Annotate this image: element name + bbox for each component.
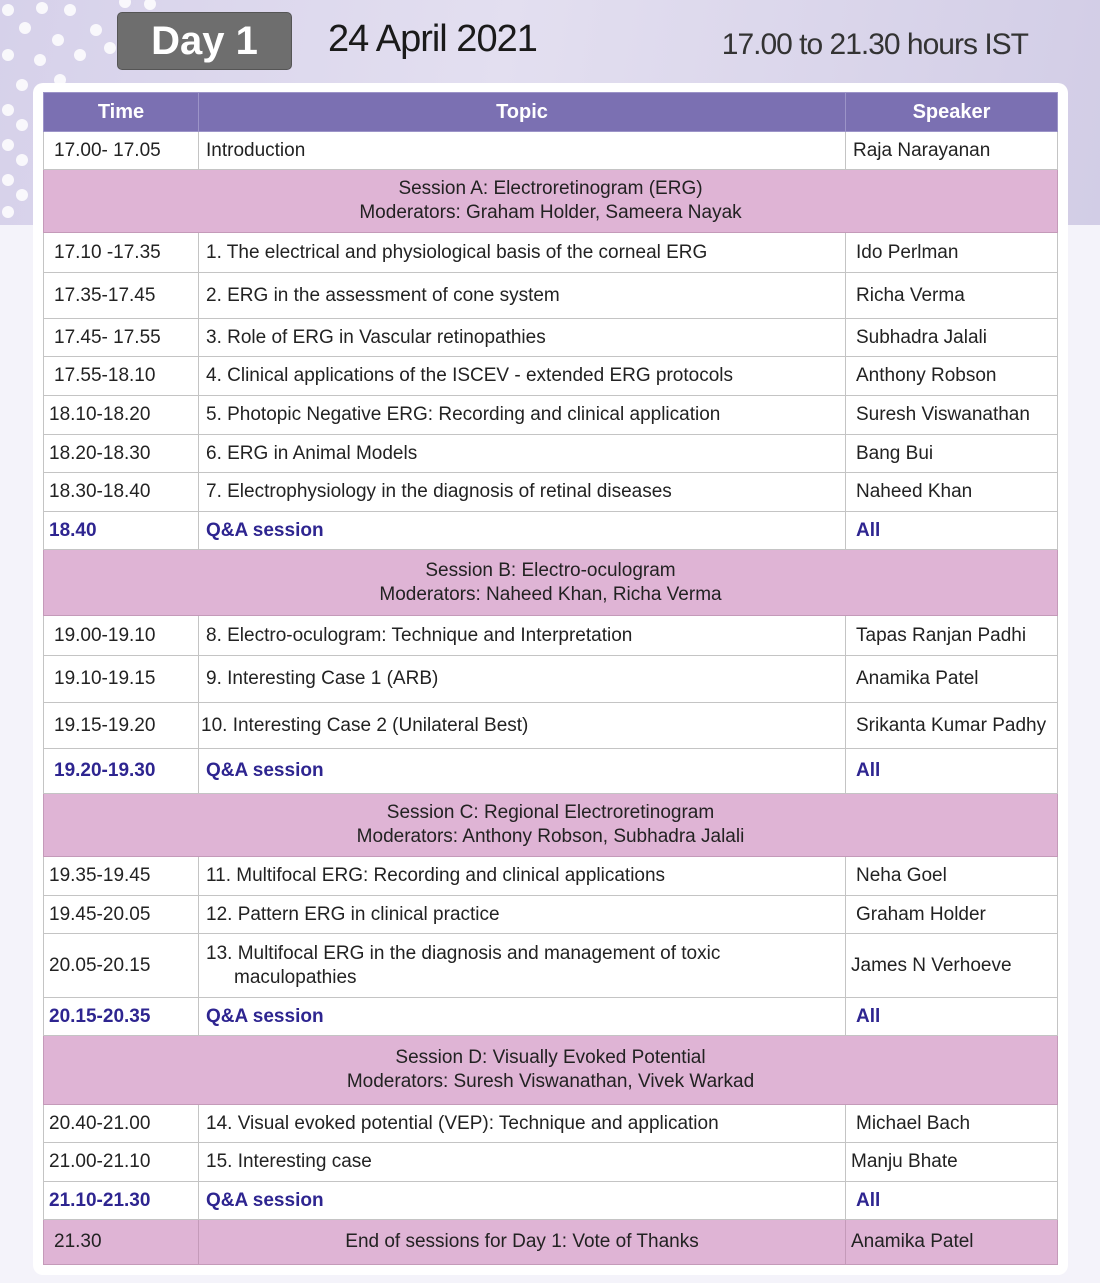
- speaker-cell: James N Verhoeve: [846, 934, 1058, 998]
- topic-cell: 10. Interesting Case 2 (Unilateral Best): [199, 703, 846, 749]
- topic-cell: 6. ERG in Animal Models: [199, 435, 846, 473]
- table-row: [44, 357, 1058, 396]
- time-cell: 19.00-19.10: [44, 616, 199, 656]
- event-date: 24 April 2021: [328, 18, 537, 60]
- speaker-cell: All: [846, 1182, 1058, 1220]
- session-b-header: [44, 550, 1058, 616]
- table-row: [44, 616, 1058, 656]
- time-cell: 18.10-18.20: [44, 396, 199, 435]
- speaker-cell: Graham Holder: [846, 896, 1058, 934]
- time-cell: 21.30: [44, 1220, 199, 1265]
- session-moderators: Moderators: Naheed Khan, Richa Verma: [379, 583, 722, 605]
- topic-cell: Q&A session: [199, 998, 846, 1036]
- session-title: Session B: Electro-oculogram: [425, 559, 676, 581]
- table-row: [44, 934, 1058, 998]
- topic-cell: 8. Electro-oculogram: Technique and Interpretation: [199, 616, 846, 656]
- topic-cell: Q&A session: [199, 1182, 846, 1220]
- schedule-table: [43, 92, 1058, 1265]
- event-hours: 17.00 to 21.30 hours IST: [721, 28, 1028, 61]
- topic-cell: 4. Clinical applications of the ISCEV - extended ERG protocols: [199, 357, 846, 396]
- table-row: [44, 473, 1058, 512]
- column-header-topic: Topic: [199, 93, 846, 132]
- topic-cell: 7. Electrophysiology in the diagnosis of retinal diseases: [199, 473, 846, 512]
- table-row: [44, 857, 1058, 896]
- table-row: [44, 396, 1058, 435]
- speaker-cell: Naheed Khan: [846, 473, 1058, 512]
- column-header-time: Time: [44, 93, 199, 132]
- speaker-cell: Manju Bhate: [846, 1143, 1058, 1182]
- session-moderators: Moderators: Suresh Viswanathan, Vivek Warkad: [346, 1071, 755, 1092]
- speaker-cell: Suresh Viswanathan: [846, 396, 1058, 435]
- table-row: [44, 435, 1058, 473]
- column-header-speaker: Speaker: [846, 93, 1058, 132]
- time-cell: 21.00-21.10: [44, 1143, 199, 1182]
- topic-cell: 2. ERG in the assessment of cone system: [199, 273, 846, 319]
- topic-cell: 1. The electrical and physiological basis of the corneal ERG: [199, 233, 846, 273]
- time-cell: 17.45- 17.55: [44, 319, 199, 357]
- time-cell: 18.40: [44, 512, 199, 550]
- session-d-header: [44, 1036, 1058, 1105]
- topic-cell: 13. Multifocal ERG in the diagnosis and management of toxic maculopathies: [206, 942, 721, 988]
- time-cell: 20.15-20.35: [44, 998, 199, 1036]
- topic-cell: Q&A session: [199, 512, 846, 550]
- speaker-cell: Anthony Robson: [846, 357, 1058, 396]
- topic-cell: Introduction: [199, 132, 846, 170]
- time-cell: 19.10-19.15: [44, 656, 199, 703]
- speaker-cell: All: [846, 512, 1058, 550]
- session-title: Session A: Electroretinogram (ERG): [398, 178, 703, 199]
- topic-cell: Q&A session: [199, 749, 846, 794]
- time-cell: 18.20-18.30: [44, 435, 199, 473]
- speaker-cell: All: [846, 998, 1058, 1036]
- table-row: [44, 1105, 1058, 1143]
- speaker-cell: Ido Perlman: [846, 233, 1058, 273]
- time-cell: 17.35-17.45: [44, 273, 199, 319]
- time-cell: 18.30-18.40: [44, 473, 199, 512]
- table-row: [44, 656, 1058, 703]
- session-c-header: [44, 794, 1058, 857]
- speaker-cell: Subhadra Jalali: [846, 319, 1058, 357]
- topic-cell: End of sessions for Day 1: Vote of Thanks: [199, 1220, 846, 1265]
- speaker-cell: All: [846, 749, 1058, 794]
- speaker-cell: Michael Bach: [846, 1105, 1058, 1143]
- session-moderators: Moderators: Graham Holder, Sameera Nayak: [359, 202, 742, 223]
- closing-row: [44, 1220, 1058, 1265]
- table-row: [44, 233, 1058, 273]
- table-row: [44, 703, 1058, 749]
- speaker-cell: Tapas Ranjan Padhi: [846, 616, 1058, 656]
- qa-row: [44, 998, 1058, 1036]
- speaker-cell: Richa Verma: [846, 273, 1058, 319]
- speaker-cell: Bang Bui: [846, 435, 1058, 473]
- table-row: [44, 319, 1058, 357]
- time-cell: 17.00- 17.05: [44, 132, 199, 170]
- qa-row: [44, 1182, 1058, 1220]
- speaker-cell: Srikanta Kumar Padhy: [846, 703, 1058, 749]
- time-cell: 19.45-20.05: [44, 896, 199, 934]
- topic-cell: 11. Multifocal ERG: Recording and clinical applications: [199, 857, 846, 896]
- topic-cell: 5. Photopic Negative ERG: Recording and clinical application: [199, 396, 846, 435]
- time-cell: 19.35-19.45: [44, 857, 199, 896]
- speaker-cell: Raja Narayanan: [846, 132, 1058, 170]
- time-cell: 17.10 -17.35: [44, 233, 199, 273]
- topic-cell: 14. Visual evoked potential (VEP): Technique and application: [199, 1105, 846, 1143]
- time-cell: 19.15-19.20: [44, 703, 199, 749]
- qa-row: [44, 512, 1058, 550]
- topic-cell: 9. Interesting Case 1 (ARB): [199, 656, 846, 703]
- topic-cell: 15. Interesting case: [199, 1143, 846, 1182]
- time-cell: 21.10-21.30: [44, 1182, 199, 1220]
- speaker-cell: Anamika Patel: [846, 1220, 1058, 1265]
- table-row: [44, 273, 1058, 319]
- table-row: [44, 1143, 1058, 1182]
- topic-cell: 12. Pattern ERG in clinical practice: [199, 896, 846, 934]
- qa-row: [44, 749, 1058, 794]
- topic-cell: 3. Role of ERG in Vascular retinopathies: [199, 319, 846, 357]
- table-row-introduction: [44, 132, 1058, 170]
- session-moderators: Moderators: Anthony Robson, Subhadra Jalali: [356, 826, 745, 847]
- speaker-cell: Neha Goel: [846, 857, 1058, 896]
- time-cell: 19.20-19.30: [44, 749, 199, 794]
- table-header-row: [44, 93, 1058, 132]
- time-cell: 17.55-18.10: [44, 357, 199, 396]
- session-a-header: [44, 170, 1058, 233]
- time-cell: 20.40-21.00: [44, 1105, 199, 1143]
- time-cell: 20.05-20.15: [44, 934, 199, 998]
- session-title: Session C: Regional Electroretinogram: [386, 802, 715, 823]
- speaker-cell: Anamika Patel: [846, 656, 1058, 703]
- day-badge: Day 1: [117, 12, 292, 70]
- table-row: [44, 896, 1058, 934]
- session-title: Session D: Visually Evoked Potential: [395, 1047, 706, 1068]
